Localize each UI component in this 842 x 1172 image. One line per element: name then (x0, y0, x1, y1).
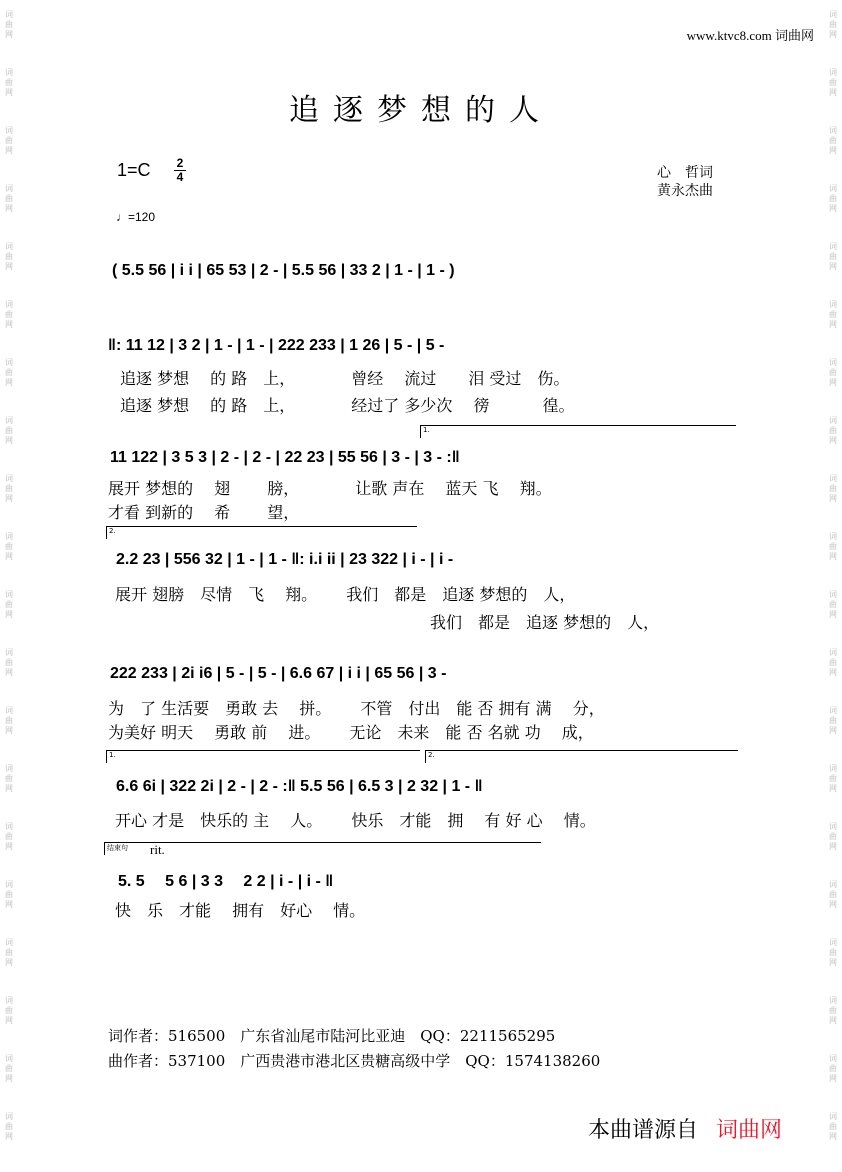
watermark-char: 网 (829, 552, 837, 561)
watermark-char: 曲 (829, 716, 837, 725)
watermark-char: 网 (5, 30, 13, 39)
composer-contact: 曲作者：537100 广西贵港市港北区贵糖高级中学 QQ：1574138260 (108, 1052, 601, 1070)
watermark-char: 网 (5, 1132, 13, 1141)
watermark-char: 网 (5, 262, 13, 271)
watermark-char: 词 (829, 184, 837, 193)
quarter-note-icon: ♩ (116, 210, 128, 224)
ending-bracket-6-1: 1. (106, 750, 420, 763)
score-row-5-notes: 222 233 | 2i i6 | 5 - | 5 - | 6.6 67 | i i | 65 56 | 3 - (110, 665, 447, 682)
watermark-char: 网 (829, 30, 837, 39)
watermark-char: 词 (5, 358, 13, 367)
watermark-char: 网 (829, 668, 837, 677)
watermark-char: 曲 (829, 658, 837, 667)
watermark-char: 曲 (829, 252, 837, 261)
watermark-char: 词 (5, 648, 13, 657)
watermark-char: 词 (5, 880, 13, 889)
watermark-char: 曲 (829, 426, 837, 435)
score-row-2-lyric-1: 追逐 梦想 的 路 上， 曾经 流过 泪 受过 伤。 (120, 369, 570, 388)
watermark-char: 曲 (5, 716, 13, 725)
score-row-7-lyric-1: 快 乐 才能 拥有 好心 情。 (115, 901, 366, 920)
watermark-char: 网 (829, 146, 837, 155)
score-row-3-notes: 11 122 | 3 5 3 | 2 - | 2 - | 22 23 | 55 56 | 3 - | 3 - :‖ (110, 449, 460, 466)
song-title: 追逐梦想的人 (289, 93, 553, 128)
watermark-char: 曲 (829, 1122, 837, 1131)
watermark-char: 网 (5, 378, 13, 387)
watermark-char: 词 (5, 300, 13, 309)
watermark-char: 网 (829, 1132, 837, 1141)
watermark-char: 词 (5, 938, 13, 947)
watermark-char: 词 (829, 590, 837, 599)
watermark-char: 网 (829, 842, 837, 851)
watermark-char: 网 (5, 320, 13, 329)
watermark-char: 曲 (5, 1064, 13, 1073)
watermark-char: 曲 (5, 542, 13, 551)
watermark-char: 网 (5, 958, 13, 967)
watermark-char: 曲 (829, 600, 837, 609)
score-row-1-notes: ( 5.5 56 | i i | 65 53 | 2 - | 5.5 56 | 33 2 | 1 - | 1 - ) (112, 262, 455, 279)
source-brand-link[interactable]: 词曲网 (716, 1118, 783, 1143)
watermark-char: 网 (5, 668, 13, 677)
score-row-4-notes: 2.2 23 | 556 32 | 1 - | 1 - ‖: i.i ii | 23 322 | i - | i - (116, 551, 454, 568)
watermark-char: 网 (829, 784, 837, 793)
watermark-char: 曲 (5, 890, 13, 899)
watermark-char: 词 (5, 590, 13, 599)
watermark-char: 网 (5, 784, 13, 793)
source-prefix: 本曲谱源自 (588, 1118, 699, 1143)
watermark-char: 曲 (5, 484, 13, 493)
lyricist-contact: 词作者：516500 广东省汕尾市陆河比亚迪 QQ：2211565295 (108, 1027, 556, 1045)
watermark-char: 词 (5, 764, 13, 773)
coda-bracket: 结束句 (104, 842, 541, 855)
source-credit (588, 1113, 782, 1144)
watermark-char: 网 (5, 900, 13, 909)
watermark-char: 曲 (829, 542, 837, 551)
watermark-char: 词 (829, 880, 837, 889)
watermark-char: 网 (829, 610, 837, 619)
score-row-7-notes: 5. 5 5 6 | 3 3 2 2 | i - | i - ‖ (118, 873, 334, 890)
watermark-char: 词 (5, 68, 13, 77)
watermark-char: 词 (5, 126, 13, 135)
key-signature: 1=C (117, 160, 151, 180)
score-row-3-lyric-2: 才看 到新的 希 望， (108, 503, 300, 522)
watermark-char: 网 (5, 726, 13, 735)
watermark-char: 网 (829, 958, 837, 967)
watermark-char: 网 (5, 494, 13, 503)
score-row-2-notes: ‖: 11 12 | 3 2 | 1 - | 1 - | 222 233 | 1 26 | 5 - | 5 - (108, 337, 445, 354)
score-row-4-lyric-1: 展开 翅膀 尽情 飞 翔。 我们 都是 追逐 梦想的 人， (115, 585, 576, 604)
watermark-char: 词 (829, 1054, 837, 1063)
time-signature-top: 2 (174, 157, 186, 171)
watermark-char: 曲 (5, 78, 13, 87)
score-row-4-lyric-2: 我们 都是 追逐 梦想的 人， (430, 613, 660, 632)
watermark-char: 网 (5, 1016, 13, 1025)
ending-bracket-2: 2. (106, 526, 417, 539)
watermark-char: 网 (829, 1074, 837, 1083)
watermark-char: 曲 (5, 658, 13, 667)
watermark-char: 词 (5, 996, 13, 1005)
tempo-marking (116, 210, 155, 224)
score-row-3-lyric-1: 展开 梦想的 翅 膀， 让歌 声在 蓝天 飞 翔。 (108, 479, 552, 498)
watermark-char: 网 (5, 146, 13, 155)
watermark-char: 词 (829, 10, 837, 19)
watermark-char: 词 (829, 648, 837, 657)
watermark-char: 曲 (829, 136, 837, 145)
watermark-char: 词 (829, 938, 837, 947)
watermark-char: 词 (5, 1112, 13, 1121)
watermark-char: 曲 (829, 774, 837, 783)
watermark-char: 词 (829, 300, 837, 309)
watermark-char: 词 (829, 532, 837, 541)
watermark-char: 曲 (5, 136, 13, 145)
watermark-char: 网 (5, 842, 13, 851)
watermark-char: 网 (829, 900, 837, 909)
watermark-char: 曲 (829, 890, 837, 899)
watermark-char: 词 (829, 1112, 837, 1121)
right-watermark-strip (826, 0, 840, 1172)
watermark-char: 词 (5, 184, 13, 193)
watermark-char: 网 (5, 436, 13, 445)
watermark-char: 词 (829, 126, 837, 135)
ending-bracket-6-2: 2. (425, 750, 738, 763)
score-row-6-notes: 6.6 6i | 322 2i | 2 - | 2 - :‖ 5.5 56 | 6.5 3 | 2 32 | 1 - ‖ (116, 778, 483, 795)
watermark-char: 词 (829, 242, 837, 251)
watermark-char: 曲 (5, 194, 13, 203)
watermark-char: 网 (5, 1074, 13, 1083)
watermark-char: 网 (829, 1016, 837, 1025)
ritardando-marking: rit. (150, 842, 165, 857)
watermark-char: 网 (829, 320, 837, 329)
watermark-char: 词 (829, 706, 837, 715)
watermark-char: 词 (829, 358, 837, 367)
watermark-char: 词 (5, 416, 13, 425)
watermark-char: 词 (829, 822, 837, 831)
lyricist-credit: 心 哲词 (657, 165, 713, 181)
score-row-5-lyric-1: 为 了 生活要 勇敢 去 拼。 不管 付出 能 否 拥有 满 分， (108, 699, 605, 718)
watermark-char: 曲 (5, 426, 13, 435)
score-row-5-lyric-2: 为美好 明天 勇敢 前 进。 无论 未来 能 否 名就 功 成， (108, 723, 594, 742)
watermark-char: 词 (5, 822, 13, 831)
watermark-char: 网 (829, 378, 837, 387)
watermark-char: 曲 (5, 310, 13, 319)
watermark-char: 词 (829, 764, 837, 773)
watermark-char: 网 (5, 88, 13, 97)
ending-bracket-1: 1. (420, 425, 736, 438)
watermark-char: 曲 (829, 948, 837, 957)
watermark-char: 曲 (829, 484, 837, 493)
watermark-char: 词 (829, 68, 837, 77)
time-signature-bottom: 4 (176, 170, 184, 184)
watermark-char: 网 (829, 726, 837, 735)
watermark-char: 曲 (5, 774, 13, 783)
watermark-char: 曲 (5, 832, 13, 841)
watermark-char: 网 (829, 494, 837, 503)
watermark-char: 曲 (829, 194, 837, 203)
watermark-char: 词 (5, 532, 13, 541)
watermark-char: 词 (5, 1054, 13, 1063)
watermark-char: 曲 (5, 252, 13, 261)
watermark-char: 曲 (5, 20, 13, 29)
watermark-char: 曲 (829, 1064, 837, 1073)
watermark-char: 网 (829, 436, 837, 445)
watermark-char: 词 (5, 10, 13, 19)
watermark-char: 曲 (829, 832, 837, 841)
tempo-value: =120 (128, 210, 156, 224)
watermark-char: 词 (5, 706, 13, 715)
watermark-char: 词 (5, 474, 13, 483)
watermark-char: 曲 (829, 78, 837, 87)
watermark-char: 词 (829, 996, 837, 1005)
watermark-char: 曲 (5, 368, 13, 377)
watermark-char: 曲 (5, 1006, 13, 1015)
watermark-char: 词 (829, 474, 837, 483)
watermark-char: 曲 (5, 1122, 13, 1131)
watermark-char: 词 (5, 242, 13, 251)
time-signature (174, 157, 186, 184)
watermark-char: 曲 (5, 948, 13, 957)
watermark-char: 网 (829, 204, 837, 213)
watermark-char: 曲 (829, 1006, 837, 1015)
watermark-char: 曲 (829, 20, 837, 29)
composer-credit: 黄永杰曲 (657, 183, 713, 199)
watermark-char: 曲 (829, 368, 837, 377)
watermark-char: 网 (5, 610, 13, 619)
watermark-char: 网 (5, 552, 13, 561)
watermark-char: 网 (5, 204, 13, 213)
score-row-2-lyric-2: 追逐 梦想 的 路 上， 经过了 多少次 徬 徨。 (120, 396, 575, 415)
site-url[interactable]: www.ktvc8.com 词曲网 (686, 28, 814, 43)
score-row-6-lyric-1: 开心 才是 快乐的 主 人。 快乐 才能 拥 有 好 心 情。 (115, 811, 596, 830)
watermark-char: 网 (829, 88, 837, 97)
watermark-char: 曲 (5, 600, 13, 609)
left-watermark-strip (2, 0, 16, 1172)
watermark-char: 曲 (829, 310, 837, 319)
watermark-char: 词 (829, 416, 837, 425)
watermark-char: 网 (829, 262, 837, 271)
